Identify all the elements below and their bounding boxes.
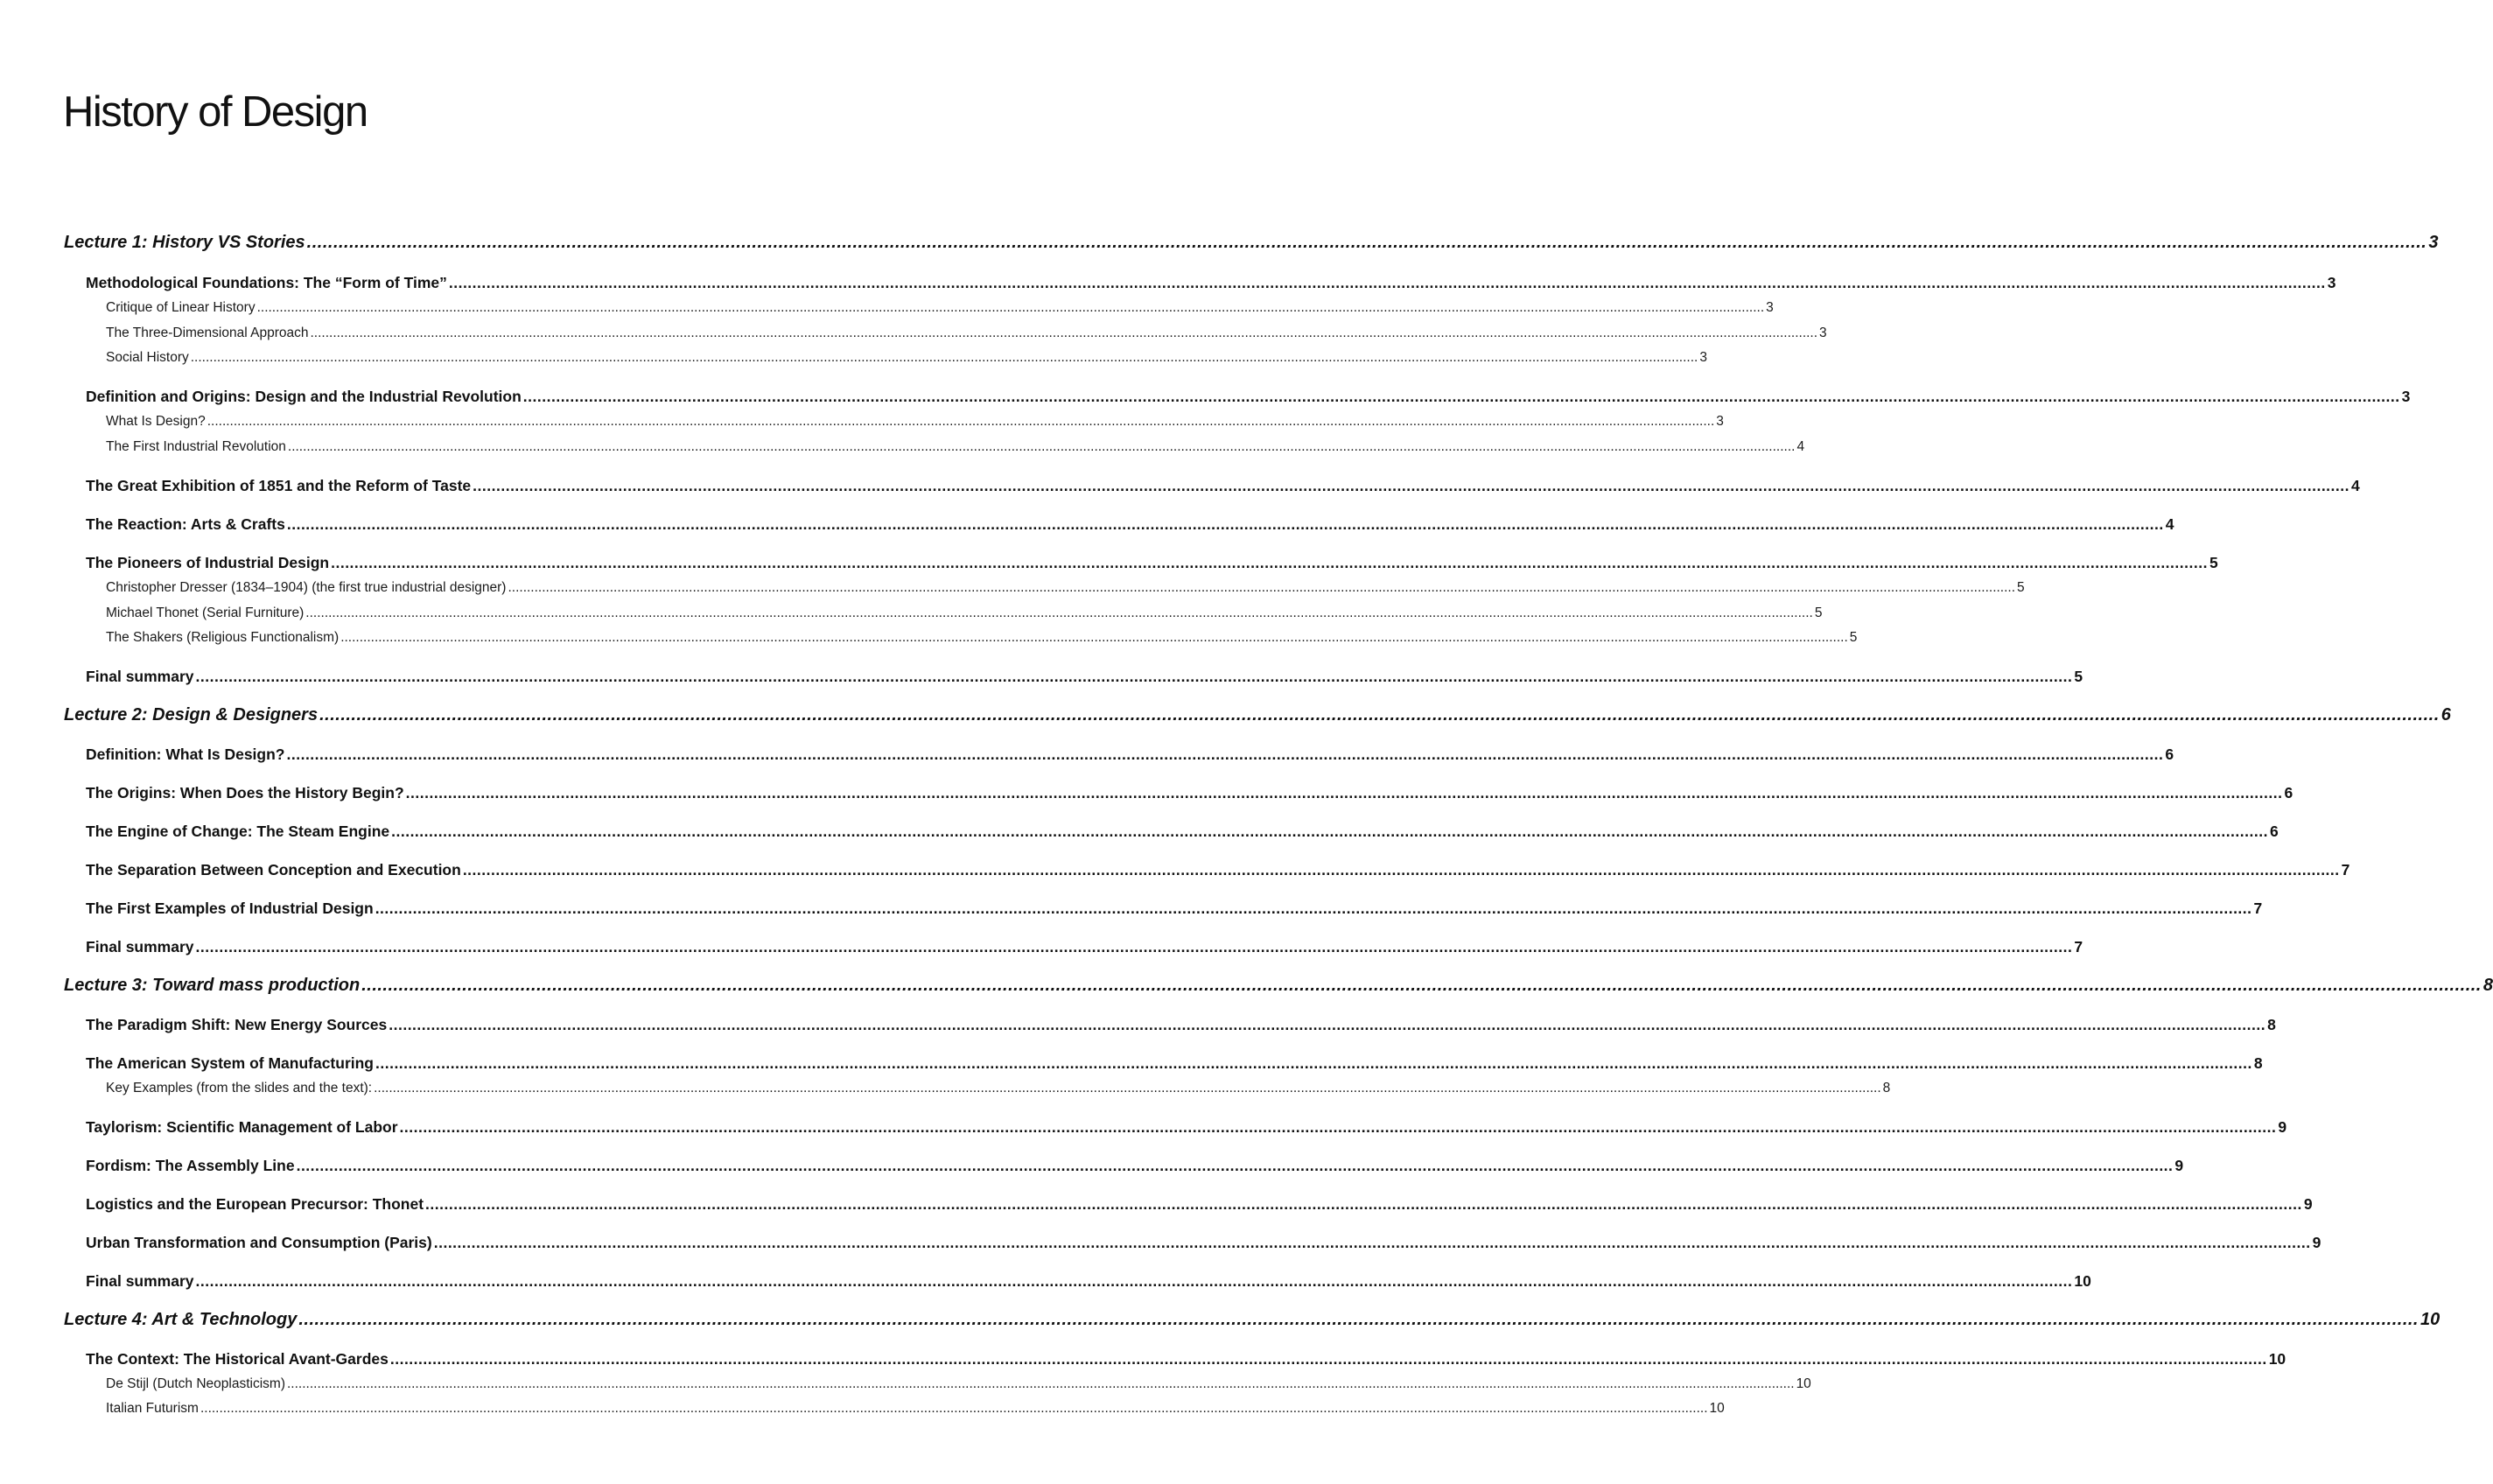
toc-entry-title: The Pioneers of Industrial Design: [86, 553, 330, 571]
toc-dot-leader: ................................................................................................................................................................................................................................................................................................................................................................................................................: [319, 704, 2440, 724]
toc-subsection-entry[interactable]: [106, 439, 1805, 455]
toc-entry-title: What Is Design?: [106, 414, 206, 430]
toc-dot-leader: ................................................................................................................................................................................................................................................................................................................................................................................................................: [374, 1081, 1881, 1096]
toc-section-entry[interactable]: [86, 1156, 2184, 1175]
toc-dot-leader: ................................................................................................................................................................................................................................................................................................................................................................................................................: [207, 414, 1715, 430]
toc-page-number: 6: [2269, 822, 2279, 840]
toc-section-entry[interactable]: [86, 860, 2350, 879]
toc-dot-leader: ................................................................................................................................................................................................................................................................................................................................................................................................................: [286, 745, 2164, 763]
toc-entry-title: Logistics and the European Precursor: Thonet: [86, 1194, 424, 1213]
toc-entry-title: Lecture 3: Toward mass production: [64, 975, 361, 995]
toc-dot-leader: ................................................................................................................................................................................................................................................................................................................................................................................................................: [405, 783, 2283, 802]
toc-entry-title: Critique of Linear History: [106, 300, 256, 316]
toc-page-number: 10: [1796, 1376, 1811, 1392]
toc-section-entry[interactable]: [86, 745, 2174, 764]
toc-dot-leader: ................................................................................................................................................................................................................................................................................................................................................................................................................: [200, 1401, 1708, 1417]
toc-entry-title: The Great Exhibition of 1851 and the Reform of Taste: [86, 476, 472, 494]
toc-section-entry[interactable]: [86, 476, 2360, 495]
toc-dot-leader: ................................................................................................................................................................................................................................................................................................................................................................................................................: [375, 899, 2252, 917]
toc-subsection-entry[interactable]: [106, 414, 1724, 430]
toc-entry-title: Lecture 2: Design & Designers: [64, 704, 319, 724]
toc-dot-leader: ................................................................................................................................................................................................................................................................................................................................................................................................................: [296, 1156, 2174, 1174]
toc-entry-title: Lecture 1: History VS Stories: [64, 232, 305, 252]
toc-entry-title: Final summary: [86, 667, 194, 685]
toc-dot-leader: ................................................................................................................................................................................................................................................................................................................................................................................................................: [361, 975, 2482, 995]
toc-dot-leader: ................................................................................................................................................................................................................................................................................................................................................................................................................: [391, 822, 2268, 840]
toc-section-entry[interactable]: [86, 1349, 2286, 1368]
toc-entry-title: Urban Transformation and Consumption (Paris): [86, 1233, 432, 1251]
toc-section-entry[interactable]: [86, 667, 2083, 686]
toc-page-number: 6: [2165, 745, 2174, 763]
toc-page-number: 3: [1819, 326, 1827, 341]
toc-page-number: 5: [1814, 606, 1823, 621]
toc-page-number: 3: [2428, 232, 2439, 252]
toc-section-entry[interactable]: [86, 937, 2083, 956]
toc-page-number: 9: [2278, 1117, 2287, 1136]
toc-subsection-entry[interactable]: [106, 300, 1774, 316]
toc-subsection-entry[interactable]: [106, 326, 1827, 341]
toc-dot-leader: ................................................................................................................................................................................................................................................................................................................................................................................................................: [448, 273, 2326, 291]
toc-entry-title: Definition: What Is Design?: [86, 745, 285, 763]
toc-dot-leader: ................................................................................................................................................................................................................................................................................................................................................................................................................: [522, 387, 2400, 405]
toc-entry-title: Final summary: [86, 937, 194, 956]
toc-dot-leader: ................................................................................................................................................................................................................................................................................................................................................................................................................: [389, 1015, 2266, 1033]
toc-entry-title: The Reaction: Arts & Crafts: [86, 514, 285, 533]
toc-dot-leader: ................................................................................................................................................................................................................................................................................................................................................................................................................: [195, 1271, 2073, 1290]
toc-entry-title: Fordism: The Assembly Line: [86, 1156, 295, 1174]
toc-lecture-entry[interactable]: [64, 1309, 2440, 1330]
toc-dot-leader: ................................................................................................................................................................................................................................................................................................................................................................................................................: [375, 1054, 2252, 1072]
toc-entry-title: Social History: [106, 350, 189, 366]
toc-page-number: 10: [2074, 1271, 2091, 1290]
toc-dot-leader: ................................................................................................................................................................................................................................................................................................................................................................................................................: [305, 606, 1813, 621]
toc-page-number: 9: [2303, 1194, 2313, 1213]
toc-dot-leader: ................................................................................................................................................................................................................................................................................................................................................................................................................: [306, 232, 2427, 252]
toc-entry-title: The Three-Dimensional Approach: [106, 326, 309, 341]
toc-page-number: 10: [1709, 1401, 1725, 1417]
toc-subsection-entry[interactable]: [106, 630, 1858, 646]
toc-page-number: 4: [2165, 514, 2174, 533]
toc-dot-leader: ................................................................................................................................................................................................................................................................................................................................................................................................................: [195, 667, 2073, 685]
toc-entry-title: The Origins: When Does the History Begin?: [86, 783, 404, 802]
toc-dot-leader: ................................................................................................................................................................................................................................................................................................................................................................................................................: [287, 439, 1796, 455]
toc-entry-title: The Separation Between Conception and Execution: [86, 860, 461, 878]
toc-dot-leader: ................................................................................................................................................................................................................................................................................................................................................................................................................: [331, 553, 2208, 571]
document-title: History of Design: [63, 88, 368, 136]
toc-dot-leader: ................................................................................................................................................................................................................................................................................................................................................................................................................: [286, 514, 2164, 533]
toc-subsection-entry[interactable]: [106, 580, 2025, 596]
toc-page-number: 3: [1716, 414, 1724, 430]
toc-page-number: 4: [2351, 476, 2360, 494]
toc-page-number: 7: [2341, 860, 2350, 878]
toc-entry-title: The Engine of Change: The Steam Engine: [86, 822, 390, 840]
toc-entry-title: The American System of Manufacturing: [86, 1054, 374, 1072]
toc-section-entry[interactable]: [86, 1233, 2321, 1252]
toc-dot-leader: ................................................................................................................................................................................................................................................................................................................................................................................................................: [256, 300, 1765, 316]
toc-page-number: 7: [2074, 937, 2083, 956]
toc-page-number: 6: [2440, 704, 2451, 724]
toc-page-number: 8: [2267, 1015, 2276, 1033]
toc-section-entry[interactable]: [86, 553, 2218, 572]
toc-page-number: 3: [1699, 350, 1707, 366]
toc-page-number: 4: [1796, 439, 1805, 455]
toc-section-entry[interactable]: [86, 1117, 2287, 1137]
toc-entry-title: The First Industrial Revolution: [106, 439, 286, 455]
toc-entry-title: The Shakers (Religious Functionalism): [106, 630, 340, 646]
toc-entry-title: Italian Futurism: [106, 1401, 199, 1417]
toc-section-entry[interactable]: [86, 387, 2411, 406]
toc-dot-leader: ................................................................................................................................................................................................................................................................................................................................................................................................................: [310, 326, 1818, 341]
toc-section-entry[interactable]: [86, 273, 2336, 292]
toc-entry-title: Taylorism: Scientific Management of Labor: [86, 1117, 398, 1136]
toc-page-number: 5: [2017, 580, 2025, 596]
toc-section-entry[interactable]: [86, 1015, 2276, 1034]
toc-dot-leader: ................................................................................................................................................................................................................................................................................................................................................................................................................: [508, 580, 2016, 596]
toc-dot-leader: ................................................................................................................................................................................................................................................................................................................................................................................................................: [195, 937, 2073, 956]
toc-page-number: 3: [2401, 387, 2411, 405]
toc-page-number: 3: [2327, 273, 2336, 291]
toc-lecture-entry[interactable]: [64, 232, 2439, 253]
toc-page-number: 5: [2074, 667, 2083, 685]
toc-section-entry[interactable]: [86, 1054, 2263, 1073]
toc-entry-title: The First Examples of Industrial Design: [86, 899, 374, 917]
toc-dot-leader: ................................................................................................................................................................................................................................................................................................................................................................................................................: [389, 1349, 2267, 1368]
toc-entry-title: De Stijl (Dutch Neoplasticism): [106, 1376, 285, 1392]
toc-lecture-entry[interactable]: [64, 975, 2493, 996]
toc-section-entry[interactable]: [86, 899, 2263, 918]
toc-lecture-entry[interactable]: [64, 704, 2451, 725]
toc-page-number: 5: [2209, 553, 2218, 571]
toc-page-number: 8: [2253, 1054, 2263, 1072]
toc-page-number: 3: [1766, 300, 1774, 316]
toc-dot-leader: ................................................................................................................................................................................................................................................................................................................................................................................................................: [340, 630, 1848, 646]
toc-entry-title: Methodological Foundations: The “Form of Time”: [86, 273, 447, 291]
toc-subsection-entry[interactable]: [106, 1401, 1725, 1417]
toc-dot-leader: ................................................................................................................................................................................................................................................................................................................................................................................................................: [287, 1376, 1795, 1392]
toc-section-entry[interactable]: [86, 822, 2279, 841]
toc-dot-leader: ................................................................................................................................................................................................................................................................................................................................................................................................................: [425, 1194, 2302, 1213]
toc-dot-leader: ................................................................................................................................................................................................................................................................................................................................................................................................................: [399, 1117, 2277, 1136]
toc-entry-title: The Paradigm Shift: New Energy Sources: [86, 1015, 388, 1033]
toc-entry-title: Michael Thonet (Serial Furniture): [106, 606, 305, 621]
toc-section-entry[interactable]: [86, 1194, 2313, 1214]
toc-page-number: 8: [1882, 1081, 1891, 1096]
toc-dot-leader: ................................................................................................................................................................................................................................................................................................................................................................................................................: [190, 350, 1698, 366]
toc-entry-title: Final summary: [86, 1271, 194, 1290]
toc-entry-title: Definition and Origins: Design and the Industrial Revolution: [86, 387, 522, 405]
toc-subsection-entry[interactable]: [106, 350, 1707, 366]
toc-page-number: 6: [2284, 783, 2293, 802]
toc-subsection-entry[interactable]: [106, 1376, 1811, 1392]
toc-section-entry[interactable]: [86, 1271, 2091, 1291]
toc-dot-leader: ................................................................................................................................................................................................................................................................................................................................................................................................................: [473, 476, 2349, 494]
toc-dot-leader: ................................................................................................................................................................................................................................................................................................................................................................................................................: [433, 1233, 2311, 1251]
toc-section-entry[interactable]: [86, 514, 2174, 534]
toc-entry-title: Christopher Dresser (1834–1904) (the first true industrial designer): [106, 580, 507, 596]
toc-page-number: 10: [2268, 1349, 2286, 1368]
toc-entry-title: The Context: The Historical Avant-Gardes: [86, 1349, 389, 1368]
toc-subsection-entry[interactable]: [106, 606, 1823, 621]
toc-dot-leader: ................................................................................................................................................................................................................................................................................................................................................................................................................: [462, 860, 2340, 878]
toc-dot-leader: ................................................................................................................................................................................................................................................................................................................................................................................................................: [298, 1309, 2419, 1329]
toc-page-number: 10: [2419, 1309, 2440, 1329]
toc-section-entry[interactable]: [86, 783, 2293, 802]
toc-entry-title: Lecture 4: Art & Technology: [64, 1309, 298, 1329]
toc-page-number: 9: [2312, 1233, 2321, 1251]
toc-page-number: 7: [2253, 899, 2263, 917]
toc-subsection-entry[interactable]: [106, 1081, 1891, 1096]
toc-entry-title: Key Examples (from the slides and the text):: [106, 1081, 373, 1096]
toc-page-number: 8: [2482, 975, 2493, 995]
toc-page-number: 9: [2174, 1156, 2184, 1174]
toc-page-number: 5: [1849, 630, 1858, 646]
